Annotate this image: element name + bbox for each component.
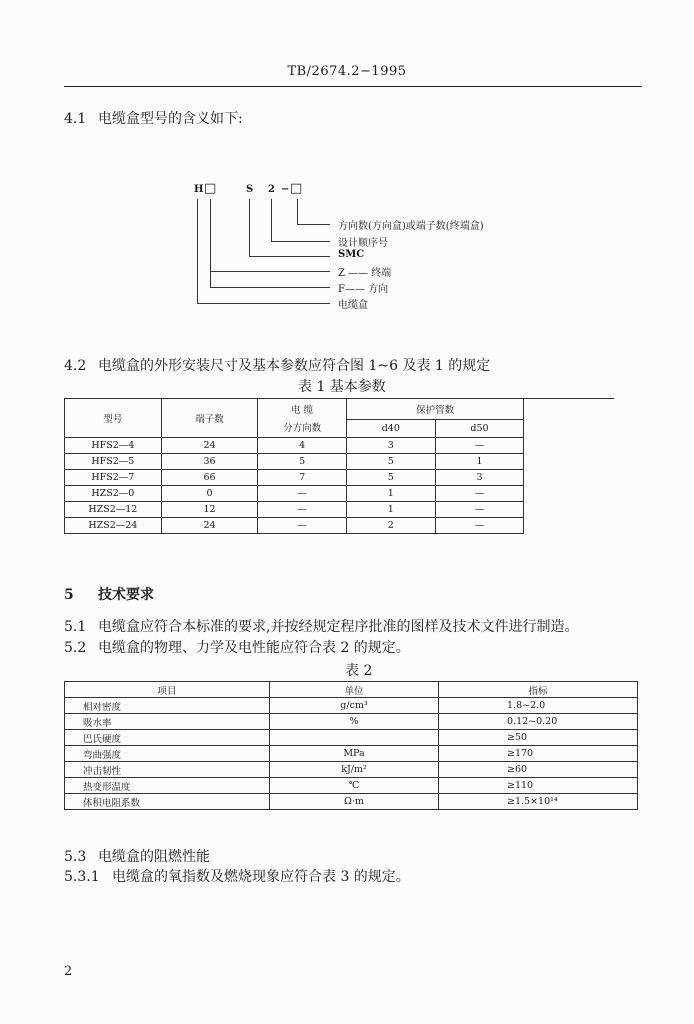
t1-cell: — bbox=[435, 518, 524, 534]
leader-h-3 bbox=[249, 256, 330, 257]
t2-cell: Ω·m bbox=[270, 794, 439, 810]
section-5-1-text: 电缆盒应符合本标准的要求,并按经规定程序批准的图样及技术文件进行制造。 bbox=[98, 619, 579, 635]
section-5-1 bbox=[64, 616, 578, 636]
leader-h-6 bbox=[197, 303, 330, 304]
table-row bbox=[65, 730, 638, 746]
legend-terminal: Z —— 终端 bbox=[338, 268, 392, 279]
t2-cell: 0.12~0.20 bbox=[439, 714, 638, 730]
t1-header-terminals: 端子数 bbox=[161, 399, 258, 438]
t2-cell: 冲击韧性 bbox=[65, 762, 270, 778]
t1-header-cable-line1: 电 缆 bbox=[291, 405, 314, 416]
t2-cell: kJ/m² bbox=[270, 762, 439, 778]
t2-cell: 体积电阻系数 bbox=[65, 794, 270, 810]
t1-header-pipe: 保护管数 bbox=[346, 399, 523, 420]
leader-h-2 bbox=[271, 241, 330, 242]
section-5-3 bbox=[64, 846, 210, 866]
leader-v-6 bbox=[197, 199, 198, 303]
section-5-3-number: 5.3 bbox=[64, 849, 87, 865]
t1-cell: HZS2—12 bbox=[65, 502, 162, 518]
legend-smc: SMC bbox=[338, 249, 365, 260]
section-4-2-text: 电缆盒的外形安装尺寸及基本参数应符合图 1~6 及表 1 的规定 bbox=[98, 358, 491, 374]
t1-cell: HFS2—4 bbox=[65, 438, 162, 454]
code-h: H bbox=[194, 184, 204, 195]
t1-cell: — bbox=[435, 438, 524, 454]
table-row bbox=[65, 698, 638, 714]
t1-cell: — bbox=[435, 502, 524, 518]
t2-cell: 相对密度 bbox=[65, 698, 270, 714]
t1-cell: 1 bbox=[346, 486, 435, 502]
t1-cell: 5 bbox=[346, 454, 435, 470]
t2-cell: ≥50 bbox=[439, 730, 638, 746]
t1-header-d50: d50 bbox=[435, 420, 524, 438]
t1-cell: 24 bbox=[161, 518, 258, 534]
section-4-2-number: 4.2 bbox=[64, 358, 87, 374]
code-box-2: □ bbox=[290, 181, 303, 196]
code-dash: − bbox=[281, 184, 290, 195]
t1-header-d40: d40 bbox=[346, 420, 435, 438]
leader-v-1 bbox=[297, 199, 298, 224]
t2-cell: 弯曲强度 bbox=[65, 746, 270, 762]
t1-cell: 1 bbox=[346, 502, 435, 518]
table-row bbox=[65, 762, 638, 778]
t1-cell: 4 bbox=[258, 438, 347, 454]
t1-cell: 3 bbox=[346, 438, 435, 454]
model-code-diagram bbox=[0, 0, 694, 320]
t1-cell: 3 bbox=[435, 470, 524, 486]
t2-cell: ≥60 bbox=[439, 762, 638, 778]
t1-header-cable-line2: 分方向数 bbox=[283, 423, 322, 434]
section-5-3-1-text: 电缆盒的氧指数及燃烧现象应符合表 3 的规定。 bbox=[112, 869, 410, 885]
leader-h-5 bbox=[210, 287, 330, 288]
table-row bbox=[65, 778, 638, 794]
section-5-1-number: 5.1 bbox=[64, 619, 87, 635]
t1-blank-column bbox=[524, 399, 614, 534]
t1-cell: HZS2—0 bbox=[65, 486, 162, 502]
section-5-number: 5 bbox=[64, 587, 74, 603]
section-5 bbox=[64, 584, 154, 604]
section-5-title: 技术要求 bbox=[98, 587, 154, 603]
section-5-2-number: 5.2 bbox=[64, 640, 87, 656]
t1-cell: 66 bbox=[161, 470, 258, 486]
code-s: S bbox=[246, 184, 254, 195]
t2-cell bbox=[270, 730, 439, 746]
table-row bbox=[65, 714, 638, 730]
t2-cell: MPa bbox=[270, 746, 439, 762]
table-1-caption: 表 1 基本参数 bbox=[298, 379, 386, 395]
t2-cell: % bbox=[270, 714, 439, 730]
t1-cell: 36 bbox=[161, 454, 258, 470]
t2-cell: ≥1.5×10¹⁴ bbox=[439, 794, 638, 810]
section-5-2 bbox=[64, 637, 410, 657]
t1-header-model: 型号 bbox=[65, 399, 162, 438]
legend-direction: F—— 方向 bbox=[338, 284, 389, 295]
t1-cell: — bbox=[258, 502, 347, 518]
t1-cell: HFS2—5 bbox=[65, 454, 162, 470]
table-2-caption: 表 2 bbox=[345, 663, 373, 679]
t1-cell: 0 bbox=[161, 486, 258, 502]
t2-cell: 1.8~2.0 bbox=[439, 698, 638, 714]
t1-cell: — bbox=[258, 518, 347, 534]
t1-cell: HFS2—7 bbox=[65, 470, 162, 486]
t1-cell: 2 bbox=[346, 518, 435, 534]
legend-design-sequence: 设计顺序号 bbox=[338, 238, 388, 249]
legend-cable-box: 电缆盒 bbox=[338, 300, 368, 311]
table-row bbox=[65, 746, 638, 762]
t2-cell: 热变形温度 bbox=[65, 778, 270, 794]
t2-cell: ℃ bbox=[270, 778, 439, 794]
t2-header-value: 指标 bbox=[439, 682, 638, 698]
t2-cell: ≥170 bbox=[439, 746, 638, 762]
section-5-2-text: 电缆盒的物理、力学及电性能应符合表 2 的规定。 bbox=[98, 640, 410, 656]
t1-cell: 5 bbox=[258, 454, 347, 470]
leader-v-5 bbox=[210, 199, 211, 287]
table-1-basic-parameters bbox=[64, 398, 614, 534]
section-5-3-text: 电缆盒的阻燃性能 bbox=[98, 849, 210, 865]
t2-cell: g/cm³ bbox=[270, 698, 439, 714]
t1-cell: 24 bbox=[161, 438, 258, 454]
leader-h-4 bbox=[210, 271, 330, 272]
t1-cell: 12 bbox=[161, 502, 258, 518]
t2-cell: 吸水率 bbox=[65, 714, 270, 730]
t2-cell: ≥110 bbox=[439, 778, 638, 794]
t2-header-item: 项目 bbox=[65, 682, 270, 698]
t1-cell: — bbox=[435, 486, 524, 502]
section-4-1-text: 电缆盒型号的含义如下: bbox=[98, 111, 243, 127]
section-5-3-1-number: 5.3.1 bbox=[64, 869, 100, 885]
t2-cell: 巴氏硬度 bbox=[65, 730, 270, 746]
t1-header-cable bbox=[258, 399, 347, 438]
table-row bbox=[65, 794, 638, 810]
section-4-2 bbox=[64, 355, 490, 375]
code-box-1: □ bbox=[204, 181, 217, 196]
leader-v-3 bbox=[249, 199, 250, 256]
t1-cell: 5 bbox=[346, 470, 435, 486]
page-number: 2 bbox=[64, 964, 73, 979]
t1-cell: HZS2—24 bbox=[65, 518, 162, 534]
t1-cell: 1 bbox=[435, 454, 524, 470]
leader-v-2 bbox=[271, 199, 272, 241]
section-5-3-1 bbox=[64, 866, 410, 886]
leader-h-1 bbox=[297, 224, 330, 225]
table-2-properties bbox=[64, 681, 638, 810]
section-4-1-number: 4.1 bbox=[64, 111, 87, 127]
code-2: 2 bbox=[268, 184, 275, 195]
header-standard-number: TB/2674.2−1995 bbox=[287, 64, 407, 79]
t2-header-unit: 单位 bbox=[270, 682, 439, 698]
legend-direction-count: 方向数(方向盒)或端子数(终端盒) bbox=[338, 221, 484, 232]
t1-cell: — bbox=[258, 486, 347, 502]
t1-cell: 7 bbox=[258, 470, 347, 486]
